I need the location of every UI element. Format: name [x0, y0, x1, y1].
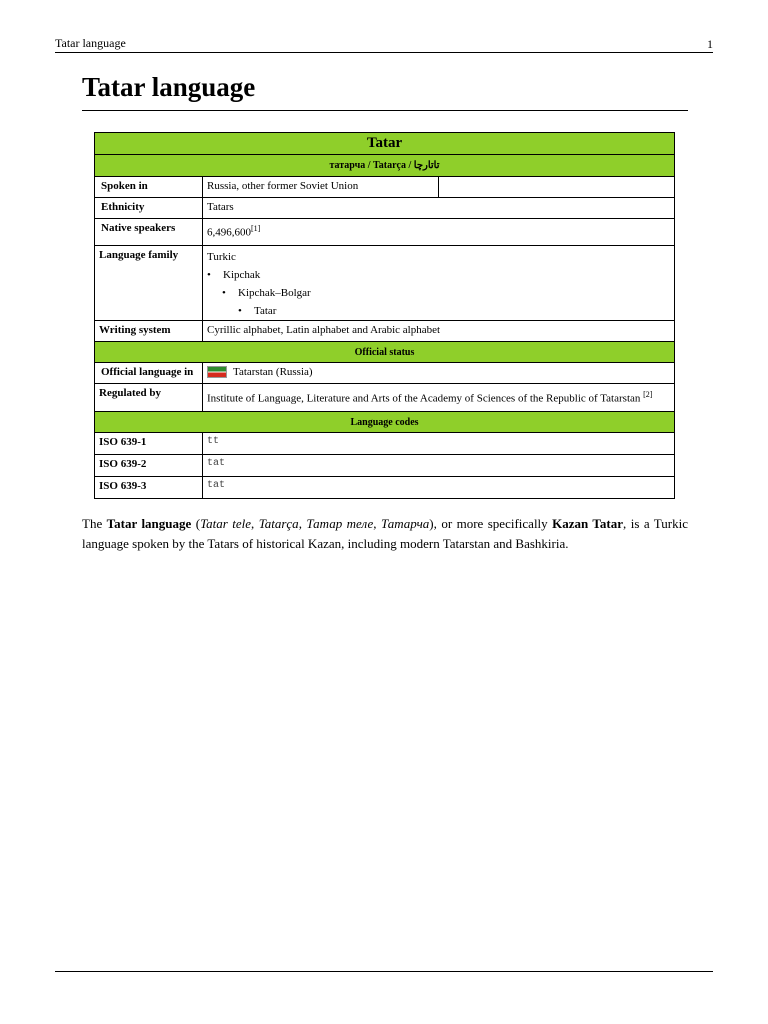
- intro-italic-name: Tatar tele: [200, 516, 251, 531]
- infobox: [94, 132, 675, 499]
- intro-text: ), or more specifically: [429, 516, 553, 531]
- iso-639-1-value[interactable]: tt: [203, 433, 675, 455]
- iso-639-2-label: ISO 639-2: [95, 455, 203, 477]
- intro-text: ,: [373, 516, 381, 531]
- ethnicity-label: Ethnicity: [95, 198, 203, 219]
- row-spoken-in: [95, 177, 675, 198]
- family-tatar-text[interactable]: Tatar: [254, 305, 277, 317]
- iso-639-3-label: ISO 639-3: [95, 477, 203, 499]
- infobox-title: Tatar: [95, 133, 675, 155]
- writing-system-value: Cyrillic alphabet, Latin alphabet and Arabic alphabet: [203, 321, 675, 342]
- intro-italic-name: Татар теле: [306, 516, 374, 531]
- official-status-heading: Official status: [95, 342, 675, 363]
- family-item-kipchak[interactable]: [207, 266, 670, 284]
- family-item-tatar[interactable]: [207, 302, 670, 320]
- row-regulated-by: [95, 384, 675, 412]
- row-iso-639-1: [95, 433, 675, 455]
- regulated-by-cell: [203, 384, 675, 412]
- intro-italic-name: Tatarça: [258, 516, 299, 531]
- intro-text: ,: [251, 516, 259, 531]
- regulated-by-label: Regulated by: [95, 384, 203, 412]
- intro-text: ,: [298, 516, 307, 531]
- spoken-in-map-cell: [439, 177, 675, 198]
- row-writing-system: [95, 321, 675, 342]
- official-language-label: Official language in: [95, 363, 203, 384]
- writing-system-label: Writing system: [95, 321, 203, 342]
- row-official-language-in: [95, 363, 675, 384]
- page-number: 1: [707, 37, 713, 51]
- family-item-kipchak-bolgar[interactable]: [207, 284, 670, 302]
- citation-1[interactable]: [1]: [251, 224, 261, 233]
- intro-paragraph: [82, 514, 688, 554]
- family-turkic-text[interactable]: Turkic: [207, 251, 236, 263]
- article-title: Tatar language: [82, 70, 688, 111]
- iso-639-1-label: ISO 639-1: [95, 433, 203, 455]
- family-kipchak-text[interactable]: Kipchak: [223, 269, 261, 281]
- intro-text: , is a Turkic language spoken by the Tatars of historical Kazan, including modern Tatarstan and Bashkiria.: [82, 516, 688, 551]
- infobox-native-name: татарча / Tatarça / تاتارچا: [95, 155, 675, 177]
- intro-text: The: [82, 516, 107, 531]
- spoken-in-value: Russia, other former Soviet Union: [203, 177, 439, 198]
- running-title: Tatar language: [55, 36, 126, 50]
- row-iso-639-2: [95, 455, 675, 477]
- intro-bold-term: Kazan Tatar: [552, 516, 624, 531]
- row-language-family: [95, 246, 675, 321]
- intro-text: (: [191, 516, 201, 531]
- row-ethnicity: [95, 198, 675, 219]
- native-speakers-label: Native speakers: [95, 219, 203, 246]
- iso-639-3-value[interactable]: tat: [203, 477, 675, 499]
- language-family-label: Language family: [95, 246, 203, 321]
- official-language-value[interactable]: Tatarstan (Russia): [233, 366, 313, 378]
- family-item-turkic[interactable]: [207, 248, 670, 266]
- family-kipchak-bolgar-text[interactable]: Kipchak–Bolgar: [238, 287, 311, 299]
- native-speakers-value: 6,496,600: [207, 226, 251, 239]
- row-iso-639-3: [95, 477, 675, 499]
- spoken-in-label: Spoken in: [95, 177, 203, 198]
- citation-2[interactable]: [2]: [643, 390, 653, 399]
- intro-bold-term: Tatar language: [106, 516, 192, 531]
- bullet-icon: •: [222, 287, 226, 299]
- tatarstan-flag-icon: [207, 366, 227, 378]
- bullet-icon: •: [238, 305, 242, 317]
- footer-rule: [55, 971, 713, 972]
- native-speakers-cell: [203, 219, 675, 246]
- bullet-icon: •: [207, 269, 211, 281]
- ethnicity-value: Tatars: [203, 198, 675, 219]
- language-family-cell: [203, 246, 675, 321]
- intro-italic-name: Татарча: [380, 516, 430, 531]
- page-header: [55, 34, 713, 53]
- regulated-by-value[interactable]: Institute of Language, Literature and Arts of the Academy of Sciences of the Republic of Tatarstan: [207, 392, 641, 405]
- language-codes-heading: Language codes: [95, 412, 675, 433]
- official-language-cell: [203, 363, 675, 384]
- row-native-speakers: [95, 219, 675, 246]
- iso-639-2-value[interactable]: tat: [203, 455, 675, 477]
